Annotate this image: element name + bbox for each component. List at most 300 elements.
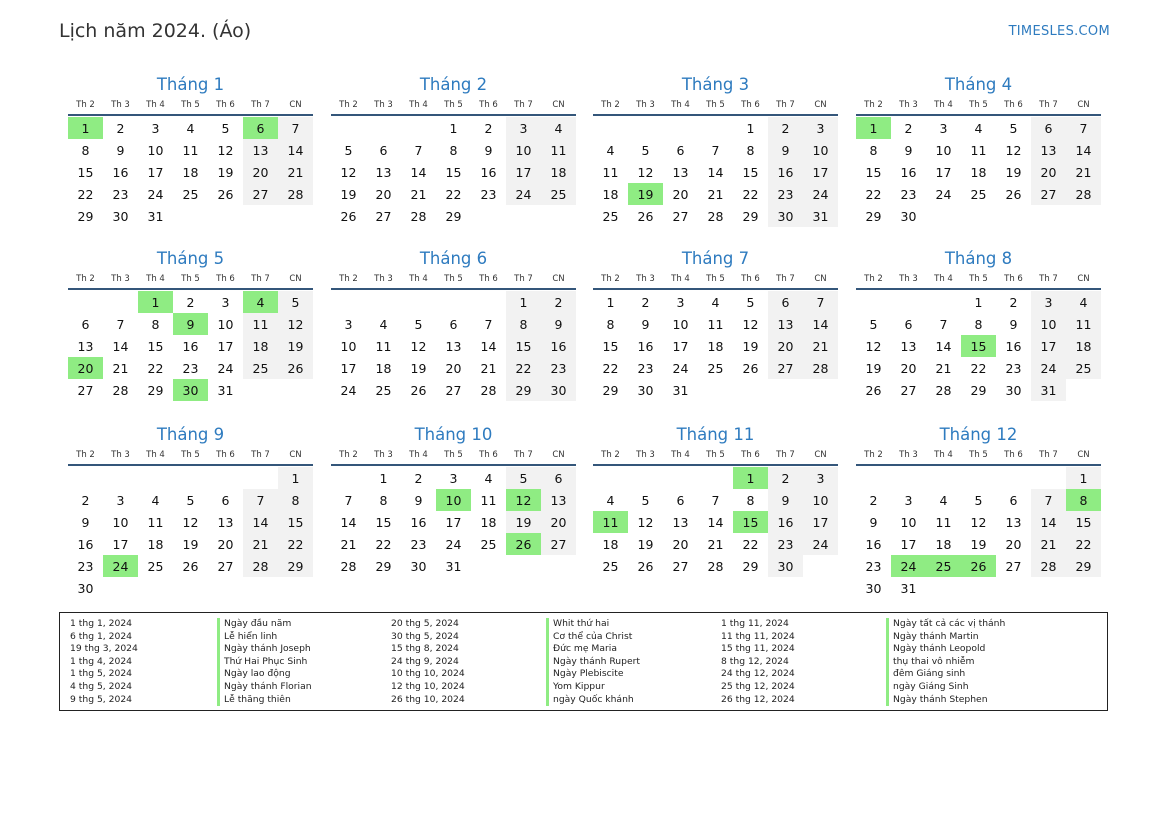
day-cell: 3 [676, 294, 685, 310]
day-cell: 6 [768, 291, 803, 313]
empty-cell [436, 291, 471, 313]
day-cell: 5 [641, 142, 650, 158]
weekday-label: Th 3 [111, 450, 130, 460]
day-cell: 14 [707, 164, 724, 180]
day-cell: 15 [506, 335, 541, 357]
legend-holiday-name: Whit thứ hai [546, 618, 640, 631]
legend-date: 15 thg 11, 2024 [721, 643, 795, 655]
weekday-label: Th 6 [741, 450, 760, 460]
day-cell: 2 [1009, 294, 1018, 310]
day-cell: 16 [768, 511, 803, 533]
day-cell: 16 [637, 338, 654, 354]
day-cell: 31 [900, 580, 917, 596]
day-cell: 23 [541, 357, 576, 379]
day-cell: 14 [480, 338, 497, 354]
legend-date: 1 thg 5, 2024 [70, 668, 133, 680]
day-cell: 6 [676, 492, 685, 508]
weekday-label: Th 5 [181, 274, 200, 284]
day-cell: 11 [541, 139, 576, 161]
day-cell: 28 [707, 558, 724, 574]
day-cell: 8 [379, 492, 388, 508]
day-cell: 23 [112, 186, 129, 202]
weekday-label: CN [814, 100, 827, 110]
holiday-day-cell: 20 [68, 357, 103, 379]
day-grid [68, 291, 313, 401]
day-cell: 22 [865, 186, 882, 202]
day-cell: 12 [278, 313, 313, 335]
day-cell: 5 [344, 142, 353, 158]
day-cell: 25 [1066, 357, 1101, 379]
day-cell: 24 [506, 183, 541, 205]
day-cell: 26 [1005, 186, 1022, 202]
day-cell: 21 [410, 186, 427, 202]
month-block [331, 424, 576, 577]
weekday-label: Th 4 [409, 100, 428, 110]
day-cell: 5 [186, 492, 195, 508]
day-cell: 3 [116, 492, 125, 508]
empty-cell [593, 467, 628, 489]
day-cell: 18 [182, 164, 199, 180]
weekday-label: CN [1077, 450, 1090, 460]
weekday-label: Th 6 [479, 274, 498, 284]
day-cell: 31 [147, 208, 164, 224]
day-cell: 4 [606, 492, 615, 508]
weekday-label: Th 3 [374, 450, 393, 460]
holiday-day-cell: 15 [733, 511, 768, 533]
legend-date: 11 thg 11, 2024 [721, 630, 795, 642]
day-cell: 17 [803, 161, 838, 183]
empty-cell [366, 291, 401, 313]
empty-cell [103, 467, 138, 489]
weekday-label: Th 5 [706, 100, 725, 110]
day-cell: 31 [672, 382, 689, 398]
day-grid [68, 467, 313, 599]
day-cell: 15 [147, 338, 164, 354]
weekday-header [593, 448, 838, 466]
day-cell: 26 [182, 558, 199, 574]
day-cell: 16 [182, 338, 199, 354]
day-cell: 17 [900, 536, 917, 552]
empty-cell [243, 467, 278, 489]
day-cell: 6 [1009, 492, 1018, 508]
month-block [331, 248, 576, 401]
day-cell: 22 [147, 360, 164, 376]
holiday-day-cell: 6 [243, 117, 278, 139]
day-cell: 22 [602, 360, 619, 376]
day-cell: 5 [414, 316, 423, 332]
legend-date-column [721, 618, 795, 706]
day-cell: 20 [900, 360, 917, 376]
day-cell: 21 [112, 360, 129, 376]
day-cell: 9 [904, 142, 913, 158]
day-cell: 22 [77, 186, 94, 202]
holiday-day-cell: 1 [733, 467, 768, 489]
weekday-label: CN [1077, 274, 1090, 284]
day-cell: 11 [243, 313, 278, 335]
empty-cell [856, 291, 891, 313]
day-cell: 2 [641, 294, 650, 310]
day-cell: 30 [1005, 382, 1022, 398]
weekday-label: Th 3 [899, 100, 918, 110]
day-cell: 20 [217, 536, 234, 552]
day-cell: 6 [904, 316, 913, 332]
day-cell: 18 [375, 360, 392, 376]
weekday-label: Th 5 [181, 450, 200, 460]
empty-cell [401, 117, 436, 139]
day-cell: 14 [243, 511, 278, 533]
day-cell: 19 [637, 536, 654, 552]
empty-cell [331, 117, 366, 139]
day-cell: 12 [410, 338, 427, 354]
day-cell: 14 [278, 139, 313, 161]
day-cell: 21 [1031, 533, 1066, 555]
day-cell: 9 [81, 514, 90, 530]
weekday-label: Th 5 [444, 450, 463, 460]
weekday-label: Th 5 [969, 274, 988, 284]
holiday-day-cell: 26 [506, 533, 541, 555]
day-cell: 18 [480, 514, 497, 530]
day-cell: 11 [602, 164, 619, 180]
holiday-day-cell: 26 [961, 555, 996, 577]
empty-cell [856, 467, 891, 489]
day-cell: 25 [147, 558, 164, 574]
day-cell: 29 [375, 558, 392, 574]
day-cell: 24 [340, 382, 357, 398]
day-cell: 23 [410, 536, 427, 552]
legend-holiday-name: Cơ thể của Christ [546, 631, 640, 644]
weekday-label: Th 4 [934, 100, 953, 110]
empty-cell [138, 467, 173, 489]
day-cell: 27 [77, 382, 94, 398]
holiday-day-cell: 9 [173, 313, 208, 335]
weekday-label: Th 7 [776, 274, 795, 284]
day-grid [331, 291, 576, 401]
day-cell: 2 [484, 120, 493, 136]
day-grid [593, 467, 838, 577]
day-cell: 4 [1066, 291, 1101, 313]
weekday-label: Th 3 [111, 100, 130, 110]
day-cell: 5 [641, 492, 650, 508]
day-cell: 4 [606, 142, 615, 158]
legend-date: 10 thg 10, 2024 [391, 668, 465, 680]
empty-cell [628, 117, 663, 139]
day-cell: 22 [278, 533, 313, 555]
legend-date: 15 thg 8, 2024 [391, 643, 459, 655]
month-block [68, 248, 313, 401]
day-cell: 1 [506, 291, 541, 313]
legend-name-column [546, 618, 640, 706]
legend-holiday-name: thụ thai vô nhiễm [886, 656, 1005, 669]
day-cell: 7 [484, 316, 493, 332]
weekday-label: Th 7 [251, 450, 270, 460]
day-cell: 31 [217, 382, 234, 398]
day-cell: 9 [768, 489, 803, 511]
day-cell: 11 [1066, 313, 1101, 335]
day-cell: 4 [484, 470, 493, 486]
weekday-label: Th 4 [934, 450, 953, 460]
day-cell: 20 [375, 186, 392, 202]
day-cell: 15 [742, 164, 759, 180]
day-cell: 21 [707, 536, 724, 552]
weekday-label: Th 2 [339, 100, 358, 110]
weekday-label: CN [552, 100, 565, 110]
day-cell: 12 [865, 338, 882, 354]
month-block [856, 424, 1101, 599]
day-cell: 30 [768, 555, 803, 577]
day-cell: 25 [243, 357, 278, 379]
day-cell: 12 [217, 142, 234, 158]
weekday-label: Th 6 [216, 450, 235, 460]
day-cell: 1 [974, 294, 983, 310]
day-cell: 29 [970, 382, 987, 398]
day-cell: 2 [186, 294, 195, 310]
day-cell: 19 [182, 536, 199, 552]
day-cell: 15 [865, 164, 882, 180]
day-cell: 12 [340, 164, 357, 180]
weekday-label: Th 6 [216, 274, 235, 284]
day-cell: 24 [935, 186, 952, 202]
day-cell: 10 [803, 139, 838, 161]
weekday-label: Th 3 [899, 274, 918, 284]
day-cell: 14 [1031, 511, 1066, 533]
day-cell: 29 [147, 382, 164, 398]
day-cell: 11 [970, 142, 987, 158]
empty-cell [891, 467, 926, 489]
day-cell: 6 [541, 467, 576, 489]
day-cell: 23 [900, 186, 917, 202]
day-cell: 17 [803, 511, 838, 533]
day-cell: 20 [445, 360, 462, 376]
day-cell: 11 [707, 316, 724, 332]
weekday-label: Th 7 [1039, 450, 1058, 460]
day-cell: 29 [742, 208, 759, 224]
empty-cell [663, 467, 698, 489]
weekday-label: Th 7 [251, 100, 270, 110]
day-cell: 16 [768, 161, 803, 183]
day-cell: 26 [340, 208, 357, 224]
day-cell: 1 [379, 470, 388, 486]
legend-date: 1 thg 4, 2024 [70, 655, 133, 667]
day-cell: 13 [77, 338, 94, 354]
legend-date: 25 thg 12, 2024 [721, 680, 795, 692]
day-cell: 19 [217, 164, 234, 180]
day-cell: 14 [707, 514, 724, 530]
legend-holiday-name: Ngày thánh Martin [886, 631, 1005, 644]
weekday-label: Th 7 [514, 450, 533, 460]
day-cell: 28 [340, 558, 357, 574]
weekday-label: CN [552, 274, 565, 284]
holiday-day-cell: 11 [593, 511, 628, 533]
day-cell: 13 [672, 514, 689, 530]
day-cell: 17 [672, 338, 689, 354]
weekday-label: Th 7 [1039, 274, 1058, 284]
holiday-day-cell: 1 [138, 291, 173, 313]
empty-cell [401, 291, 436, 313]
day-cell: 4 [186, 120, 195, 136]
legend-name-column [886, 618, 1005, 706]
day-cell: 11 [375, 338, 392, 354]
day-cell: 29 [1066, 555, 1101, 577]
empty-cell [926, 467, 961, 489]
legend-holiday-name: Yom Kippur [546, 681, 640, 694]
legend-date: 12 thg 10, 2024 [391, 680, 465, 692]
day-cell: 22 [375, 536, 392, 552]
day-cell: 13 [768, 313, 803, 335]
day-cell: 26 [637, 208, 654, 224]
day-cell: 29 [865, 208, 882, 224]
day-cell: 10 [803, 489, 838, 511]
day-cell: 27 [900, 382, 917, 398]
day-cell: 7 [414, 142, 423, 158]
day-cell: 7 [939, 316, 948, 332]
day-cell: 27 [1031, 183, 1066, 205]
day-cell: 17 [445, 514, 462, 530]
legend-holiday-name: Ngày thánh Stephen [886, 694, 1005, 707]
empty-cell [68, 467, 103, 489]
day-cell: 24 [445, 536, 462, 552]
day-cell: 8 [974, 316, 983, 332]
day-cell: 4 [379, 316, 388, 332]
day-cell: 20 [1031, 161, 1066, 183]
day-cell: 27 [541, 533, 576, 555]
day-cell: 5 [278, 291, 313, 313]
empty-cell [698, 467, 733, 489]
day-cell: 12 [970, 514, 987, 530]
day-cell: 19 [742, 338, 759, 354]
day-cell: 5 [974, 492, 983, 508]
weekday-label: Th 4 [671, 274, 690, 284]
weekday-header [593, 272, 838, 290]
day-cell: 10 [506, 139, 541, 161]
day-cell: 18 [541, 161, 576, 183]
day-cell: 30 [865, 580, 882, 596]
weekday-label: Th 4 [146, 450, 165, 460]
day-cell: 16 [112, 164, 129, 180]
day-cell: 9 [641, 316, 650, 332]
empty-cell [208, 467, 243, 489]
day-cell: 13 [217, 514, 234, 530]
day-cell: 25 [480, 536, 497, 552]
weekday-label: Th 4 [934, 274, 953, 284]
holiday-day-cell: 1 [856, 117, 891, 139]
legend-date: 19 thg 3, 2024 [70, 643, 138, 655]
day-cell: 23 [182, 360, 199, 376]
day-cell: 2 [904, 120, 913, 136]
day-cell: 8 [746, 142, 755, 158]
weekday-header [856, 272, 1101, 290]
empty-cell [593, 117, 628, 139]
day-cell: 13 [900, 338, 917, 354]
day-cell: 18 [243, 335, 278, 357]
weekday-label: Th 7 [251, 274, 270, 284]
day-cell: 21 [803, 335, 838, 357]
day-cell: 7 [116, 316, 125, 332]
day-cell: 2 [768, 117, 803, 139]
day-cell: 2 [414, 470, 423, 486]
day-cell: 10 [147, 142, 164, 158]
day-cell: 20 [541, 511, 576, 533]
day-cell: 19 [970, 536, 987, 552]
day-cell: 7 [711, 142, 720, 158]
day-cell: 17 [506, 161, 541, 183]
day-cell: 18 [935, 536, 952, 552]
day-cell: 14 [410, 164, 427, 180]
legend-holiday-name: Ngày lao động [217, 668, 312, 681]
day-cell: 20 [1005, 536, 1022, 552]
day-cell: 10 [672, 316, 689, 332]
weekday-label: Th 7 [776, 100, 795, 110]
day-cell: 29 [77, 208, 94, 224]
day-cell: 23 [77, 558, 94, 574]
day-cell: 25 [375, 382, 392, 398]
day-cell: 17 [1031, 335, 1066, 357]
day-cell: 30 [541, 379, 576, 401]
legend-holiday-name: Thứ Hai Phục Sinh [217, 656, 312, 669]
weekday-label: Th 3 [636, 274, 655, 284]
weekday-label: Th 4 [409, 274, 428, 284]
empty-cell [366, 117, 401, 139]
legend-holiday-name: Đức mẹ Maria [546, 643, 640, 656]
day-cell: 29 [278, 555, 313, 577]
month-title: Tháng 3 [681, 75, 750, 94]
weekday-label: CN [289, 450, 302, 460]
legend-date: 24 thg 9, 2024 [391, 655, 459, 667]
weekday-label: Th 6 [216, 100, 235, 110]
weekday-label: Th 2 [339, 450, 358, 460]
day-cell: 14 [935, 338, 952, 354]
day-cell: 6 [81, 316, 90, 332]
day-grid [68, 117, 313, 227]
month-title: Tháng 12 [939, 425, 1018, 444]
day-cell: 8 [506, 313, 541, 335]
weekday-label: Th 4 [671, 450, 690, 460]
day-cell: 15 [1066, 511, 1101, 533]
day-cell: 16 [900, 164, 917, 180]
weekday-label: Th 2 [864, 274, 883, 284]
legend-holiday-name: Ngày tất cả các vị thánh [886, 618, 1005, 631]
weekday-header [68, 272, 313, 290]
day-cell: 7 [803, 291, 838, 313]
day-cell: 12 [742, 316, 759, 332]
day-cell: 15 [602, 338, 619, 354]
month-block [68, 424, 313, 599]
day-cell: 30 [112, 208, 129, 224]
day-cell: 19 [1005, 164, 1022, 180]
legend-holiday-name: Ngày thánh Joseph [217, 643, 312, 656]
month-title: Tháng 6 [419, 249, 488, 268]
legend-date-column [391, 618, 465, 706]
day-cell: 28 [410, 208, 427, 224]
day-cell: 16 [410, 514, 427, 530]
weekday-header [331, 98, 576, 116]
day-grid [331, 467, 576, 577]
day-cell: 6 [1031, 117, 1066, 139]
legend-holiday-name: Ngày Plebiscite [546, 668, 640, 681]
site-link[interactable]: TIMESLES.COM [1008, 24, 1110, 39]
day-cell: 2 [768, 467, 803, 489]
weekday-label: CN [814, 450, 827, 460]
weekday-label: Th 3 [636, 450, 655, 460]
legend-holiday-name: Ngày thánh Rupert [546, 656, 640, 669]
weekday-label: Th 5 [706, 450, 725, 460]
day-cell: 22 [445, 186, 462, 202]
holiday-day-cell: 10 [436, 489, 471, 511]
day-cell: 25 [602, 208, 619, 224]
day-cell: 3 [1031, 291, 1066, 313]
day-cell: 21 [480, 360, 497, 376]
weekday-label: Th 3 [374, 100, 393, 110]
empty-cell [926, 291, 961, 313]
